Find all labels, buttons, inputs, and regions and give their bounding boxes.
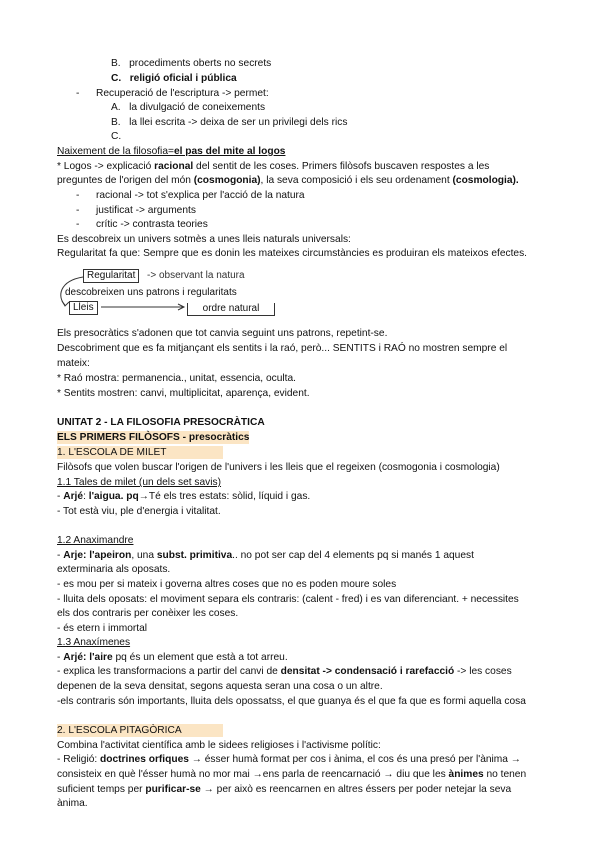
tales-heading: 1.1 Tales de milet (un dels set savis)	[57, 477, 222, 488]
presocratics-p4: * Raó mostra: permanencia., unitat, essencia, oculta.	[57, 373, 296, 384]
anaximenes-line-4: -els contraris són importants, lluita dels opossatss, el que guanya és el que fa que es formi aquella cosa	[57, 696, 526, 707]
list-marker: C.	[111, 73, 122, 84]
text: , la seva composició i els seu ordenament	[260, 175, 453, 186]
anaximandre-line-4: - lluita dels oposats: el moviment separa els contraris: (calent - fred) i es van diferenciant. + necessites	[57, 594, 519, 605]
text-bold: purificar-se	[145, 784, 201, 795]
anaximenes-line-3: depenen de la seva densitat, segons aquesta seran una cosa o un altre.	[57, 681, 383, 692]
text: .. no pot ser cap del 4 elements pq si manés 1 aquest	[232, 550, 474, 561]
text: :	[83, 491, 89, 502]
text: → ésser humà format per cos i ànima, el cos és una presó per l'ànima →	[188, 754, 521, 765]
pitagorica-line-1	[57, 753, 521, 766]
text: preguntes de l'origen del món	[57, 175, 194, 186]
anaximandre-heading: 1.2 Anaximandre	[57, 535, 134, 546]
pitagorica-line-4: ànima.	[57, 798, 88, 809]
list-item-a2	[111, 101, 265, 114]
text: -	[57, 550, 64, 561]
pitagorica-intro: Combina l'activitat científica amb le sidees religioses i l'activisme polític:	[57, 740, 381, 751]
diagram-box-lleis: Lleis	[69, 301, 98, 315]
list-text: la divulgació de coneixements	[129, 102, 266, 113]
logos-bullet-1: - racional -> tot s'explica per l'acció de la natura	[76, 190, 305, 201]
bullet-text: crític -> contrasta teories	[96, 219, 208, 230]
anaximandre-line-2: exterminaria als oposats.	[57, 564, 171, 575]
pitagorica-heading: 2. L'ESCOLA PITAGÒRICA	[57, 724, 223, 737]
list-text: la llei escrita -> deixa de ser un privilegi dels rics	[129, 117, 348, 128]
text: - explica les transformacions a partir del canvi de	[57, 666, 281, 677]
list-item-b1	[111, 57, 271, 70]
univers-line: Es descobreix un univers sotmès a unes lleis naturals universals:	[57, 234, 351, 245]
logos-line-1	[57, 160, 489, 173]
tales-line-1	[57, 490, 310, 503]
milet-intro: Filòsofs que volen buscar l'origen de l'univers i les lleis que el regeixen (cosmogonia i cosmologia)	[57, 462, 500, 473]
naixement-bold: el pas del mite al logos	[173, 146, 286, 157]
diagram-box-regularitat: Regularitat	[83, 269, 139, 283]
list-item-c1	[111, 72, 237, 85]
presocratics-p1: Els presocràtics s'adonen que tot canvia seguint uns patrons, repetint-se.	[57, 328, 388, 339]
list-marker: B.	[111, 117, 121, 128]
text-bold: (cosmologia).	[452, 175, 519, 186]
diagram-box-ordre: ordre natural	[187, 303, 275, 316]
bullet-text: racional -> tot s'explica per l'acció de la natura	[96, 190, 305, 201]
list-marker: A.	[111, 102, 121, 113]
text-bold: doctrines orfiques	[100, 754, 189, 765]
list-text: Recuperació de l'escriptura -> permet:	[96, 88, 269, 99]
text-bold: Arjé	[63, 491, 84, 502]
regularitat-diagram	[55, 267, 295, 319]
logos-bullet-2: - justificat -> arguments	[76, 205, 196, 216]
text: no tenen	[483, 769, 527, 780]
pitagorica-line-3	[57, 783, 511, 796]
list-text: procediments oberts no secrets	[129, 58, 272, 69]
regularitat-line: Regularitat fa que: Sempre que es donin les mateixes circumstàncies es produiran els mateixos efectes.	[57, 248, 527, 259]
text: →Té els tres estats: sòlid, líquid i gas.	[138, 491, 311, 502]
text: suficient temps per	[57, 784, 146, 795]
text: - Religió:	[57, 754, 101, 765]
text: → per això es reencarnen en altres éssers per poder netejar la seva	[200, 784, 512, 795]
list-item-c2	[111, 130, 121, 143]
diagram-middle-text: descobreixen uns patrons i regularitats	[65, 287, 237, 298]
pitagorica-line-2	[57, 768, 526, 781]
text-bold: Arje: l'apeiron	[63, 550, 132, 561]
list-item-recuperacio: - Recuperació de l'escriptura -> permet:	[76, 88, 269, 99]
text-bold: (cosmogonia)	[193, 175, 261, 186]
tales-line-2: - Tot està viu, ple d'energia i vitalitat.	[57, 506, 221, 517]
milet-heading: 1. L'ESCOLA DE MILET	[57, 446, 223, 459]
text: del sentit de les coses. Primers filòsofs buscaven respostes a les	[193, 161, 490, 172]
text: -> les coses	[454, 666, 512, 677]
text-bold: l'aigua. pq	[88, 491, 139, 502]
logos-bullet-3: - crític -> contrasta teories	[76, 219, 208, 230]
unitat-title: UNITAT 2 - LA FILOSOFIA PRESOCRÀTICA	[57, 417, 265, 428]
text: pq és un element que està a tot arreu.	[112, 652, 288, 663]
presocratics-p5: * Sentits mostren: canvi, multiplicitat, aparença, evident.	[57, 388, 310, 399]
text: -	[57, 491, 64, 502]
text-bold: densitat -> condensació i rarefacció	[280, 666, 455, 677]
text: , una	[131, 550, 157, 561]
list-item-b2	[111, 116, 347, 129]
text: consisteix en què l'ésser humà no mor mai →ens parla de reencarnació → diu que les	[57, 769, 449, 780]
text-bold: racional	[154, 161, 194, 172]
presocratics-p2: Descobriment que es fa mitjançant els sentits i la raó, però... SENTITS i RAÓ no mostren sempre el	[57, 343, 508, 354]
anaximenes-line-1	[57, 651, 288, 664]
unitat-subtitle: ELS PRIMERS FILÒSOFS - presocràtics	[57, 432, 250, 443]
text: -	[57, 652, 64, 663]
logos-line-2	[57, 174, 519, 187]
anaximandre-line-1	[57, 549, 474, 562]
anaximenes-heading: 1.3 Anaxímenes	[57, 637, 131, 648]
text-bold: ànimes	[448, 769, 484, 780]
presocratics-p3: mateix:	[57, 358, 90, 369]
anaximandre-line-6: - és etern i immortal	[57, 623, 148, 634]
bullet-text: justificat -> arguments	[96, 205, 196, 216]
text-bold: Arjé: l'aire	[63, 652, 113, 663]
anaximandre-line-5: els dos contraris per conèixer les coses.	[57, 608, 239, 619]
list-marker: C.	[111, 131, 122, 142]
diagram-arrow-text: -> observant la natura	[147, 270, 245, 281]
text-bold: subst. primitiva	[156, 550, 233, 561]
list-marker: B.	[111, 58, 121, 69]
list-text: religió oficial i pública	[129, 73, 237, 84]
anaximenes-line-2	[57, 665, 512, 678]
naixement-line	[57, 145, 285, 158]
naixement-prefix: Naixement de la filosofia=	[57, 146, 174, 157]
anaximandre-line-3: - es mou per si mateix i governa altres coses que no es poden moure soles	[57, 579, 397, 590]
text: * Logos -> explicació	[57, 161, 155, 172]
